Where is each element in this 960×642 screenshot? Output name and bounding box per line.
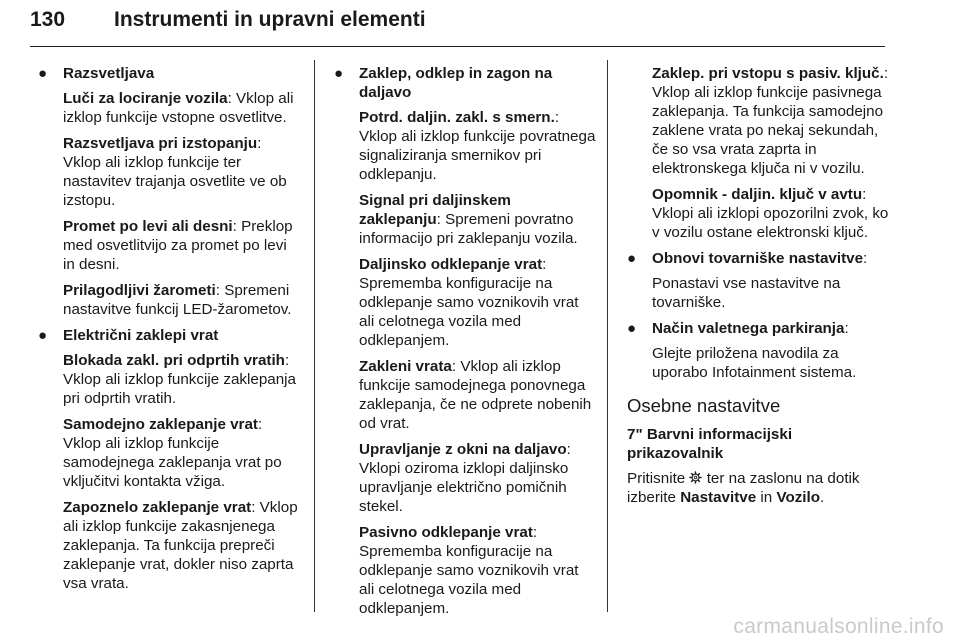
bullet: ● bbox=[38, 65, 48, 82]
section-remote-locking bbox=[334, 64, 596, 618]
column-1 bbox=[38, 64, 300, 600]
item-label: Daljinsko odklepanje vrat bbox=[359, 256, 543, 273]
column-divider-2 bbox=[607, 60, 608, 612]
subsection-heading: 7" Barvni informacijski prikazovalnik bbox=[627, 426, 793, 462]
list-item bbox=[63, 281, 300, 319]
item-text: : Spremeni povratno informacijo pri zaklepanju vozila. bbox=[359, 211, 578, 247]
section-title-text: Obnovi tovarniške nastavitve bbox=[652, 250, 864, 267]
list-item bbox=[63, 217, 300, 274]
section-text: Glejte priložena navodila za uporabo Infotainment sistema. bbox=[652, 345, 857, 381]
list-item bbox=[652, 185, 889, 242]
list-item bbox=[63, 89, 300, 127]
item-label: Luči za lociranje vozila bbox=[63, 90, 228, 107]
list-item bbox=[63, 351, 300, 408]
section-text: Ponastavi vse nastavitve na tovarniške. bbox=[652, 275, 841, 311]
item-text: : Vklop ali izklop funkcije zaklepanja pri odprtih vratih. bbox=[63, 352, 297, 407]
watermark: carmanualsonline.info bbox=[733, 615, 944, 638]
item-text: : Vklop ali izklop funkcije zakasnjenega zaklepanja. Ta funkcija prepreči zaklepanje vrat, dokler niso zaprta vsa vrata. bbox=[63, 499, 298, 592]
item-label: Samodejno zaklepanje vrat bbox=[63, 416, 258, 433]
item-label: Zapoznelo zaklepanje vrat bbox=[63, 499, 252, 516]
list-item bbox=[652, 64, 889, 178]
list-item bbox=[63, 498, 300, 593]
section-title: Razsvetljava bbox=[63, 65, 155, 82]
item-label: Upravljanje z okni na daljavo bbox=[359, 441, 567, 458]
section-title-text: Način valetnega parkiranja bbox=[652, 320, 845, 337]
header-rule bbox=[30, 46, 885, 47]
page-header bbox=[30, 8, 885, 46]
list-item bbox=[359, 357, 596, 433]
section-heading: Osebne nastavitve bbox=[627, 395, 781, 416]
item-label: Prilagodljivi žarometi bbox=[63, 282, 216, 299]
section-valet-mode bbox=[627, 319, 889, 382]
item-label: Pasivno odklepanje vrat bbox=[359, 524, 533, 541]
section-title bbox=[652, 249, 889, 268]
list-item bbox=[359, 523, 596, 618]
item-label: Zaklep. pri vstopu s pasiv. ključ. bbox=[652, 65, 884, 82]
item-label: Opomnik - daljin. ključ v avtu bbox=[652, 186, 863, 203]
list-item bbox=[359, 191, 596, 248]
item-text: : Vklop ali izklop funkcije ter nastavitev trajanja osvetlite ve ob izstopu. bbox=[63, 135, 287, 209]
section-door-locks bbox=[38, 326, 300, 593]
personal-settings bbox=[627, 396, 889, 507]
section-factory-reset bbox=[627, 249, 889, 312]
item-label: Signal pri daljinskem zaklepanju bbox=[359, 192, 511, 228]
list-item bbox=[359, 255, 596, 350]
item-label: Zakleni vrata bbox=[359, 358, 452, 375]
para-text: in bbox=[756, 489, 777, 506]
list-item bbox=[63, 415, 300, 491]
item-text: : Preklop med osvetlitvijo za promet po levi in desni. bbox=[63, 218, 293, 273]
item-label: Potrd. daljin. zakl. s smern. bbox=[359, 109, 555, 126]
item-text: : Vklop ali izklop funkcije povratnega signaliziranja smernikov pri odklepanju. bbox=[359, 109, 596, 183]
bullet: ● bbox=[627, 250, 637, 267]
section-title-suffix: : bbox=[863, 250, 868, 267]
column-3 bbox=[627, 64, 889, 507]
column-2 bbox=[334, 64, 596, 625]
page-title: Instrumenti in upravni elementi bbox=[114, 8, 426, 31]
section-title: Električni zaklepi vrat bbox=[63, 327, 219, 344]
vehicle-term: Vozilo bbox=[776, 489, 821, 506]
settings-gear-icon bbox=[689, 471, 702, 484]
item-text: : Sprememba konfiguracije na odklepanje samo voznikovih vrat ali celotnega vozila med odklepanjem. bbox=[359, 256, 579, 349]
list-item bbox=[359, 440, 596, 516]
instruction-paragraph bbox=[627, 469, 889, 507]
item-text: : Vklop ali izklop funkcije samodejnega zaklepanja vrat po vključitvi kontakta vžiga. bbox=[63, 416, 282, 490]
section-lighting bbox=[38, 64, 300, 319]
list-item bbox=[63, 134, 300, 210]
bullet: ● bbox=[334, 65, 344, 82]
item-text: : Vklopi oziroma izklopi daljinsko upravljanje električno pomičnih stekel. bbox=[359, 441, 571, 515]
item-text: : Vklop ali izklop funkcije vstopne osvetlitve. bbox=[63, 90, 294, 126]
item-text: : Sprememba konfiguracije na odklepanje samo voznikovih vrat ali celotnega vozila med odklepanjem. bbox=[359, 524, 579, 617]
settings-term: Nastavitve bbox=[680, 489, 757, 506]
item-text: : Vklop ali izklop funkcije samodejnega ponovnega zaklepanja, če ne odprete nobenih od vrat. bbox=[359, 358, 592, 432]
para-text: Pritisnite bbox=[627, 470, 690, 487]
item-label: Razsvetljava pri izstopanju bbox=[63, 135, 258, 152]
bullet: ● bbox=[627, 320, 637, 337]
section-title: Zaklep, odklep in zagon na daljavo bbox=[359, 65, 553, 101]
page-number: 130 bbox=[30, 8, 66, 31]
para-text: . bbox=[820, 489, 825, 506]
item-label: Promet po levi ali desni bbox=[63, 218, 233, 235]
bullet: ● bbox=[38, 327, 48, 344]
section-remote-locking-continued bbox=[627, 64, 889, 242]
section-title bbox=[652, 319, 889, 338]
list-item bbox=[359, 108, 596, 184]
section-title-suffix: : bbox=[844, 320, 849, 337]
item-text: : Spremeni nastavitve funkcij LED-žarometov. bbox=[63, 282, 292, 318]
item-text: : Vklop ali izklop funkcije pasivnega zaklepanja. Ta funkcija samodejno zaklene vrata po nekaj sekundah, če so vsa vrata zaprta in elektronskega ključa ni v vozilu. bbox=[652, 65, 889, 177]
item-text: : Vklopi ali izklopi opozorilni zvok, ko v vozilu ostane elektronski ključ. bbox=[652, 186, 889, 241]
item-label: Blokada zakl. pri odprtih vratih bbox=[63, 352, 285, 369]
para-text: ter na zaslonu na dotik izberite bbox=[627, 470, 860, 506]
column-divider-1 bbox=[314, 60, 315, 612]
